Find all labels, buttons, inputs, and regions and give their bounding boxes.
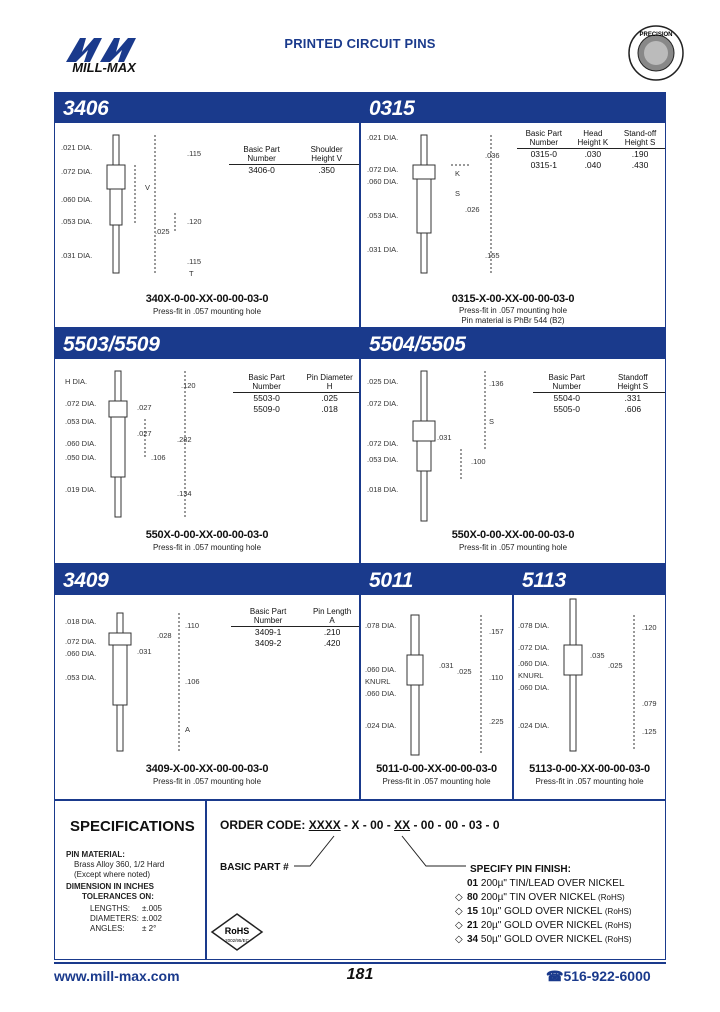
- mounting-note: Press-fit in .057 mounting hole: [152, 777, 262, 786]
- cell-0315: [360, 92, 666, 328]
- table-row: 3406-0 .350: [248, 165, 335, 175]
- dim-value: K: [455, 169, 461, 178]
- dim-value: .157: [489, 627, 504, 636]
- part-heading: 5011: [369, 569, 413, 592]
- mounting-note: Press-fit in .057 mounting hole: [535, 777, 644, 786]
- part-heading: 3406: [63, 97, 109, 120]
- finish-option: ◇ 21 20µ" GOLD OVER NICKEL (RoHS): [455, 920, 632, 931]
- dim-label: KNURL: [365, 677, 391, 686]
- dim-value: .106: [185, 677, 200, 686]
- dim-value: .031: [437, 433, 452, 442]
- dim-value: .025: [457, 667, 472, 676]
- phone-number: ☎516-922-6000: [546, 968, 651, 984]
- dim-label: .060 DIA.: [61, 195, 93, 204]
- dim-label: .060 DIA.: [65, 439, 97, 448]
- table-row: 5503-0 .025: [253, 393, 338, 403]
- dim-label: .060 DIA.: [365, 665, 397, 674]
- dim-value: .115: [187, 149, 202, 158]
- pin-material: Brass Alloy 360, 1/2 Hard: [74, 860, 165, 869]
- part-table: [229, 145, 359, 176]
- cell-5113: [513, 564, 666, 800]
- dim-value: S: [455, 189, 461, 198]
- part-table: [233, 373, 359, 415]
- dim-value: S: [489, 417, 495, 426]
- table-row: 0315-1 .040 .430: [530, 160, 649, 170]
- dim-value: .025: [155, 227, 170, 236]
- dim-value: .110: [185, 621, 200, 630]
- order-code: ORDER CODE: XXXX - X - 00 - XX - 00 - 00 - 03 - 0: [220, 818, 500, 832]
- col-header: Basic Part Number: [533, 373, 601, 393]
- dim-value: .026: [465, 205, 480, 214]
- tolerance-value: ± 2°: [142, 924, 157, 933]
- dim-label: .060 DIA.: [365, 689, 397, 698]
- dim-value: .106: [151, 453, 166, 462]
- dim-value: .120: [187, 217, 202, 226]
- heading-band: [55, 329, 359, 359]
- dim-value: .155: [485, 251, 500, 260]
- dim-label: .060 DIA.: [65, 649, 97, 658]
- dim-value: .282: [177, 435, 192, 444]
- dim-label: .018 DIA.: [65, 617, 97, 626]
- dim-label: .031 DIA.: [61, 251, 93, 260]
- dim-value: .120: [181, 381, 196, 390]
- part-table: [231, 607, 359, 649]
- tolerances-label: TOLERANCES ON:: [82, 892, 154, 901]
- part-code: 0315-X-00-XX-00-00-03-0: [451, 293, 575, 305]
- dim-value: .079: [642, 699, 657, 708]
- col-header: Shoulder Height V: [294, 145, 359, 165]
- dim-label: .025 DIA.: [367, 377, 399, 386]
- page-number: 181: [346, 966, 374, 983]
- order-code-part: 03: [468, 818, 483, 832]
- part-code: 340X-0-00-XX-00-00-03-0: [145, 293, 269, 305]
- pin-material-note: (Except where noted): [74, 870, 151, 879]
- order-code-part: XXXX: [308, 818, 341, 832]
- part-code: 5011-0-00-XX-00-00-03-0: [376, 763, 497, 775]
- dim-value: .035: [590, 651, 605, 660]
- part-table: [517, 129, 665, 171]
- cell-5011: [360, 564, 513, 800]
- cell-3406: [54, 92, 360, 328]
- part-heading: 0315: [369, 97, 415, 120]
- table-row: 5505-0 .606: [553, 404, 642, 414]
- order-code-part: X: [351, 818, 360, 832]
- part-heading: 5113: [522, 569, 566, 592]
- col-header: Basic Part Number: [231, 607, 305, 627]
- mounting-note: Press-fit in .057 mounting hole: [382, 777, 491, 786]
- dim-label: .024 DIA.: [518, 721, 550, 730]
- dim-label: .053 DIA.: [367, 455, 399, 464]
- dim-value: .031: [137, 647, 152, 656]
- table-row: 3409-1 .210: [254, 627, 341, 637]
- part-code: 550X-0-00-XX-00-00-03-0: [145, 529, 269, 541]
- dim-value: .028: [157, 631, 172, 640]
- page-title: PRINTED CIRCUIT PINS: [284, 36, 436, 51]
- dim-label: .019 DIA.: [65, 485, 97, 494]
- col-header: Standoff Height S: [601, 373, 665, 393]
- dim-value: .025: [608, 661, 623, 670]
- website-link[interactable]: www.mill-max.com: [54, 968, 180, 984]
- dim-value: .031: [439, 661, 454, 670]
- dim-value: .125: [642, 727, 657, 736]
- heading-band: [361, 93, 665, 123]
- material-note: Pin material is PhBr 544 (B2): [461, 316, 565, 325]
- col-header: Head Height K: [571, 129, 615, 149]
- table-row: 5504-0 .331: [553, 393, 642, 403]
- part-code: 550X-0-00-XX-00-00-03-0: [451, 529, 575, 541]
- heading-band: [361, 329, 665, 359]
- cell-5503: [54, 328, 360, 564]
- part-code: 3409-X-00-XX-00-00-03-0: [145, 763, 269, 775]
- order-code-part: 00: [370, 818, 384, 832]
- phone-icon: ☎: [546, 968, 564, 984]
- dim-value: .134: [177, 489, 192, 498]
- dim-label: H DIA.: [65, 377, 88, 386]
- dim-label: .078 DIA.: [365, 621, 397, 630]
- seal-text: PRECISION: [639, 32, 673, 38]
- finish-option: ◇ 34 50µ" GOLD OVER NICKEL (RoHS): [455, 934, 632, 945]
- table-row: 3409-2 .420: [254, 638, 341, 648]
- dim-label: .072 DIA.: [65, 637, 97, 646]
- part-code: 5113-0-00-XX-00-00-03-0: [529, 763, 650, 775]
- tolerance-value: ±.005: [142, 904, 162, 913]
- dim-label: .060 DIA.: [367, 177, 399, 186]
- order-code-part: XX: [394, 818, 411, 832]
- tolerance-value: ±.002: [142, 914, 162, 923]
- dim-value: V: [145, 183, 151, 192]
- cell-3409: [54, 564, 360, 800]
- order-code-part: 00: [444, 818, 459, 832]
- mounting-note: Press-fit in .057 mounting hole: [458, 306, 568, 315]
- tolerance-name: LENGTHS:: [90, 904, 131, 913]
- dim-value: .115: [187, 257, 202, 266]
- table-row: 0315-0 .030 .190: [530, 149, 649, 159]
- finish-title: SPECIFY PIN FINISH:: [470, 864, 571, 875]
- mounting-note: Press-fit in .057 mounting hole: [458, 543, 568, 552]
- dim-value: A: [185, 725, 191, 734]
- col-header: Stand-off Height S: [615, 129, 665, 149]
- heading-band: [55, 93, 359, 123]
- precision-seal: [627, 24, 685, 82]
- basic-part-label: BASIC PART #: [220, 862, 289, 873]
- dim-label: .053 DIA.: [61, 217, 93, 226]
- part-heading: 5504/5505: [369, 333, 466, 356]
- dim-label: .072 DIA.: [61, 167, 93, 176]
- footer-rule: [54, 962, 666, 964]
- part-table: [533, 373, 665, 415]
- dim-label: .060 DIA.: [518, 683, 550, 692]
- tolerance-name: DIAMETERS:: [90, 914, 139, 923]
- dim-label: .072 DIA.: [367, 165, 399, 174]
- dim-value: .120: [642, 623, 657, 632]
- pin-material-label: PIN MATERIAL:: [66, 850, 125, 859]
- dim-label: .021 DIA.: [61, 143, 93, 152]
- dim-label: .021 DIA.: [367, 133, 399, 142]
- dim-label: .050 DIA.: [65, 453, 97, 462]
- finish-option: ◇ 80 200µ" TIN OVER NICKEL (RoHS): [455, 892, 625, 903]
- dim-label: .018 DIA.: [367, 485, 399, 494]
- rohs-subtext: 2002/95/EC: [225, 938, 249, 943]
- col-header: Basic Part Number: [517, 129, 571, 149]
- order-code-part: 0: [492, 818, 500, 832]
- col-header: Pin Length A: [305, 607, 359, 627]
- dim-value: .027: [137, 403, 152, 412]
- dim-label: .060 DIA.: [518, 659, 550, 668]
- finish-option: ◇ 15 10µ" GOLD OVER NICKEL (RoHS): [455, 906, 632, 917]
- order-code-part: 00: [420, 818, 435, 832]
- part-heading: 5503/5509: [63, 333, 160, 356]
- table-row: 5509-0 .018: [253, 404, 338, 414]
- mounting-note: Press-fit in .057 mounting hole: [152, 543, 262, 552]
- dim-value: T: [189, 269, 194, 278]
- dim-value: .136: [489, 379, 504, 388]
- dim-label: .031 DIA.: [367, 245, 399, 254]
- dim-label: KNURL: [518, 671, 544, 680]
- mounting-note: Press-fit in .057 mounting hole: [152, 307, 262, 316]
- dim-value: .100: [471, 457, 486, 466]
- rohs-text: RoHS: [224, 926, 250, 936]
- dim-value: .225: [489, 717, 504, 726]
- finish-option: 01 200µ" TIN/LEAD OVER NICKEL: [467, 878, 625, 889]
- part-heading: 3409: [63, 569, 109, 592]
- col-header: Pin Diameter H: [300, 373, 359, 393]
- dim-value: .110: [489, 673, 504, 682]
- cell-5504: [360, 328, 666, 564]
- dim-value: .027: [137, 429, 152, 438]
- logo-text: MILL-MAX: [72, 60, 136, 74]
- col-header: Basic Part Number: [229, 145, 294, 165]
- col-header: Basic Part Number: [233, 373, 300, 393]
- order-code-label: ORDER CODE:: [220, 818, 306, 832]
- dim-label: .024 DIA.: [365, 721, 397, 730]
- heading-band: [361, 565, 512, 595]
- dim-label: .072 DIA.: [367, 439, 399, 448]
- dim-label: .053 DIA.: [65, 673, 97, 682]
- heading-band: [514, 565, 665, 595]
- dim-label: .072 DIA.: [65, 399, 97, 408]
- spec-title: SPECIFICATIONS: [70, 818, 195, 835]
- dim-label: .053 DIA.: [65, 417, 97, 426]
- rohs-badge: [210, 912, 264, 952]
- dim-label: .072 DIA.: [367, 399, 399, 408]
- dim-label: .078 DIA.: [518, 621, 550, 630]
- tolerance-name: ANGLES:: [90, 924, 125, 933]
- heading-band: [55, 565, 359, 595]
- dim-value: .036: [485, 151, 500, 160]
- dim-label: .072 DIA.: [518, 643, 550, 652]
- dim-label: .053 DIA.: [367, 211, 399, 220]
- dimension-label: DIMENSION IN INCHES: [66, 882, 155, 891]
